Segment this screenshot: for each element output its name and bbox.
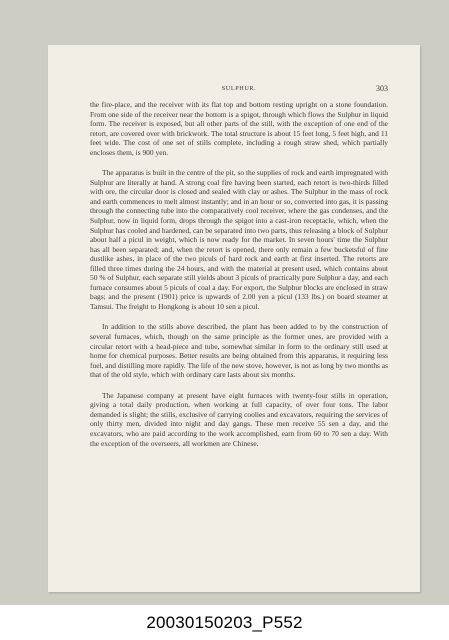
running-head xyxy=(90,85,388,97)
paragraph-3: In addition to the stills above described, the plant has been added to by the construction of several furnaces, which, though on the same principle as the former ones, are provided with a circular retort with a head-piece and tube, somewhat similar in form to the ordinary still used at home for chemical purposes. Better results are being obtained from this apparatus, it requiring less fuel, and distilling more rapidly. The life of the new stove, however, is not as long by two months as that of the old style, which with ordinary care lasts about six months. xyxy=(90,322,388,380)
page-number: 303 xyxy=(376,84,388,93)
paragraph-2: The apparatus is built in the centre of the pit, so the supplies of rock and earth impregnated with Sulphur are literally at hand. A strong coal fire having been started, each retort is two-thirds filled with ore, the circular door is closed and sealed with clay or ashes. The Sulphur in the mass of rock and earth commences to melt almost instantly; and in an hour or so, converted into gas, it is passing through the connecting tube into the comparatively cool receiver, where the gas condenses, and the Sulphur, now in liquid form, drops through the spigot into a cast-iron receptacle, which, when the Sulphur has cooled and hardened, can be separated into two parts, thus releasing a block of Sulphur about half a picul in weight, which is now ready for the market. In seven hours' time the Sulphur has all been separated; and, when the retort is opened, there only remain a few bucketsful of fine dustlike ashes, in place of the two piculs of hard rock and earth at first inserted. The retorts are filled three times during the 24 hours, and with the material at present used, which contains about 50 % of Sulphur, each separate still yields about 3 piculs of practically pure Sulphur a day, and each furnace consumes about 5 piculs of coal a day. For export, the Sulphur blocks are enclosed in straw bags; and the present (1901) price is upwards of 2.00 yen a picul (133 lbs.) on board steamer at Tamsui. The freight to Hongkong is about 10 sen a picul. xyxy=(90,168,388,311)
image-caption: 20030150203_P552 xyxy=(146,613,303,632)
paragraph-1: the fire-place, and the receiver with its flat top and bottom resting upright on a stone foundation. From one side of the receiver near the bottom is a spigot, through which flows the Sulphur in liquid form. The receiver is exposed, but all other parts of the still, with the exception of one end of the retort, are covered over with brickwork. The total structure is about 15 feet long, 5 feet high, and 11 feet wide. The cost of one set of stills complete, including a rough straw shed, which partially encloses them, is 900 yen. xyxy=(90,100,388,157)
paragraph-4: The Japanese company at present have eight furnaces with twenty-four stills in operation, giving a total daily production, when working at full capacity, of over four tons. The labor demanded is slight; the stills, exclusive of carrying coolies and excavators, requiring the services of only thirty men, divided into night and day gangs. These men receive 55 sen a day, and the excavators, who are paid according to the work accomplished, earn from 60 to 70 sen a day. With the exception of the overseers, all workmen are Chinese. xyxy=(90,390,388,448)
running-title: SULPHUR. xyxy=(221,85,257,92)
book-page xyxy=(48,45,420,592)
body-text xyxy=(90,100,388,459)
